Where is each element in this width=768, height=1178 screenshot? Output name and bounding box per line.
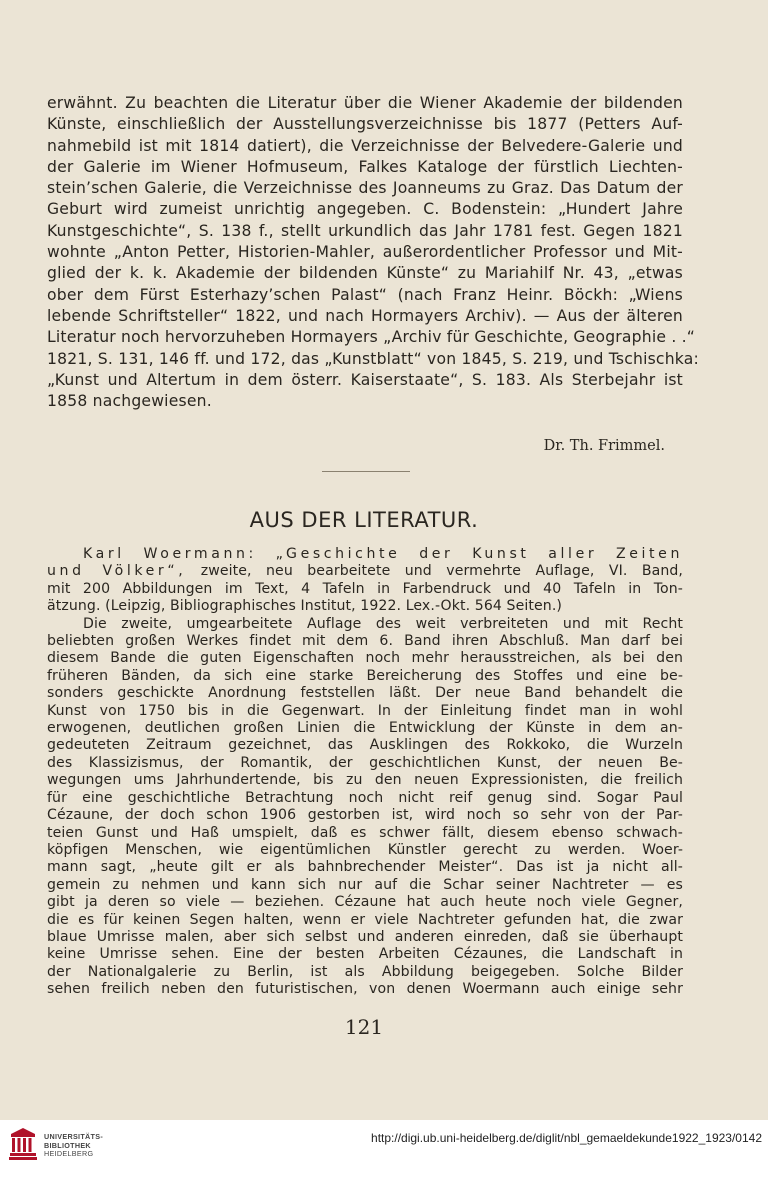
review-book-title: „Geschichte der Kunst aller Zeiten [256, 546, 683, 562]
text-line: sonders geschickte Anordnung feststellen läßt. Der neue Band behandelt die [47, 685, 683, 702]
text-line: Kunst von 1750 bis in die Gegenwart. In der Einleitung findet man in wohl [47, 702, 683, 719]
text-line: ätzung. (Leipzig, Bibliographisches Institut, 1922. Lex.-Okt. 564 Seiten.) [47, 598, 562, 615]
text-line: stein’schen Galerie, die Verzeichnisse des Joanneums zu Graz. Das Datum der [47, 179, 683, 198]
library-name-line: BIBLIOTHEK [44, 1140, 91, 1150]
text-line: blaue Umrisse malen, aber sich selbst und anderen einreden, daß sie überhaupt [47, 928, 683, 945]
text-line: keine Umrisse sehen. Eine der besten Arbeiten Cézaunes, die Landschaft in [47, 946, 683, 963]
text-line: lebende Schriftsteller“ 1822, und nach Hormayers Archiv). — Aus der älteren [47, 306, 683, 325]
text-line: „Kunst und Altertum in dem österr. Kaiserstaate“, S. 183. Als Sterbejahr ist [47, 370, 683, 389]
text-line: diesem Bande die guten Eigenschaften noch mehr herausstreichen, als bei den [47, 650, 683, 667]
source-url-link[interactable]: http://digi.ub.uni-heidelberg.de/diglit/nbl_gemaeldekunde1922_1923/0142 [371, 1131, 762, 1145]
footer-bar [0, 1120, 768, 1178]
author-signature: Dr. Th. Frimmel. [543, 438, 665, 454]
review-heading-line [47, 546, 683, 563]
text-line: Geburt wird zumeist unrichtig angegeben. C. Bodenstein: „Hundert Jahre [47, 200, 683, 219]
text-line: 1858 nachgewiesen. [47, 392, 212, 411]
text-line: mann sagt, „heute gilt er als bahnbrechender Meister“. Das ist ja nicht all- [47, 859, 683, 876]
text-line: der Nationalgalerie zu Berlin, ist als Abbildung beigegeben. Solche Bilder [47, 963, 683, 980]
text-line: früheren Bänden, da sich eine starke Bereicherung des Stoffes und eine be- [47, 667, 683, 684]
library-name [44, 1133, 103, 1159]
text-line: Künste, einschließlich der Ausstellungsverzeichnisse bis 1877 (Petters Auf- [47, 115, 683, 134]
text-line: erwogenen, deutlichen großen Linien die Entwicklung der Künste in dem an- [47, 720, 683, 737]
review-author: Karl Woermann: [83, 546, 257, 562]
text-line: des Klassizismus, der Romantik, der geschichtlichen Kunst, der neuen Be- [47, 754, 683, 771]
text-line: mit 200 Abbildungen im Text, 4 Tafeln in Farbendruck und 40 Tafeln in Ton- [47, 580, 683, 597]
library-name-line: UNIVERSITÄTS- [44, 1132, 104, 1141]
text-line: köpfigen Menschen, wie eigentümlichen Künstler gerecht zu werden. Woer- [47, 841, 683, 858]
text-line: gedeuteten Zeitraum gezeichnet, das Ausklingen des Rokkoko, die Wurzeln [47, 737, 683, 754]
section-divider [322, 471, 410, 472]
text-line: erwähnt. Zu beachten die Literatur über die Wiener Akademie der bildenden [47, 94, 683, 112]
text-line: Literatur noch hervorzuheben Hormayers „Archiv für Geschichte, Geographie . .“ [47, 328, 696, 347]
text-line: sehen freilich neben den futuristischen, von denen Woermann auch einige sehr [47, 981, 683, 998]
text-line: gibt ja deren so viele — beziehen. Cézaune hat auch heute noch viele Gegner, [47, 894, 683, 911]
text-line: ober dem Fürst Esterhazy’schen Palast“ (nach Franz Heinr. Böckh: „Wiens [47, 285, 683, 304]
review-text [47, 546, 683, 999]
text-line: der Galerie im Wiener Hofmuseum, Falkes Kataloge der fürstlich Liechten- [47, 157, 683, 176]
text-line: Kunstgeschichte“, S. 138 f., stellt urkundlich das Jahr 1781 fest. Gegen 1821 [47, 221, 683, 240]
text-line: nahmebild ist mit 1814 datiert), die Verzeichnisse der Belvedere-Galerie und [47, 136, 683, 155]
text-line: gemein zu nehmen und kann sich nur auf die Schar seiner Nachtreter — es [47, 876, 683, 893]
text-line: teien Gunst und Haß umspielt, daß es schwer fällt, diesem ebenso schwach- [47, 824, 683, 841]
text-line: wohnte „Anton Petter, Historien-Mahler, außerordentlicher Professor und Mit- [47, 243, 683, 262]
text-line: für eine geschichtliche Betrachtung noch nicht reif genug sind. Sogar Paul [47, 789, 683, 806]
review-heading-line [47, 563, 683, 580]
text-line: beliebten großen Werkes findet mit dem 6. Band ihren Abschluß. Man darf bei [47, 633, 683, 650]
page-number: 121 [344, 1015, 384, 1039]
text-line: Die zweite, umgearbeitete Auflage des weit verbreiteten und mit Recht [83, 615, 683, 632]
text-line: 1821, S. 131, 146 ff. und 172, das „Kunstblatt“ von 1845, S. 219, und Tschischka: [47, 349, 699, 368]
continuation-paragraph [47, 93, 699, 412]
review-edition: zweite, neu bearbeitete und vermehrte Auflage, VI. Band, [186, 563, 683, 580]
library-seal-icon [8, 1126, 38, 1166]
library-name-line: HEIDELBERG [44, 1149, 94, 1159]
text-line: glied der k. k. Akademie der bildenden Künste“ zu Mariahilf Nr. 43, „etwas [47, 264, 683, 283]
text-line: wegungen ums Jahrhundertende, bis zu den neuen Expressionisten, die freilich [47, 772, 683, 789]
text-line: Cézaune, der doch schon 1906 gestorben ist, wird noch so sehr von der Par- [47, 807, 683, 824]
section-title: AUS DER LITERATUR. [249, 508, 479, 532]
review-book-title: und Völker“, [47, 563, 187, 580]
text-line: die es für keinen Segen halten, wenn er viele Nachtreter gefunden hat, die zwar [47, 911, 683, 928]
